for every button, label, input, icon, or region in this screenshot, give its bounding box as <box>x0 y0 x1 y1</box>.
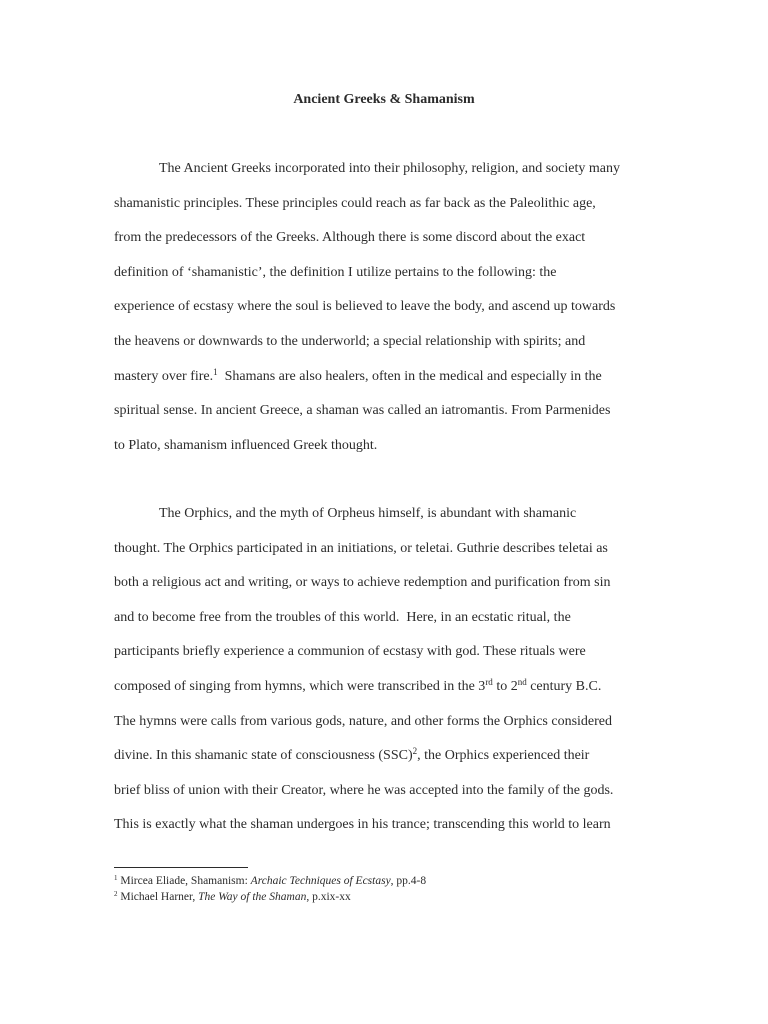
paragraph-2 <box>114 497 659 843</box>
paragraph-line: definition of ‘shamanistic’, the definition I utilize pertains to the following: the <box>114 264 557 280</box>
footnote-ref-1: 1 <box>213 366 218 377</box>
footnote-text: , pp.4-8 <box>390 875 427 887</box>
document-title: Ancient Greeks & Shamanism <box>293 92 475 107</box>
footnote-text: Michael Harner, <box>117 891 199 903</box>
paragraph-line <box>114 670 659 705</box>
paragraph-line: to Plato, shamanism influenced Greek thought. <box>114 437 378 453</box>
paragraph-line: participants briefly experience a communion of ecstasy with god. These rituals were <box>114 644 586 660</box>
paragraph-line: shamanistic principles. These principles could reach as far back as the Paleolithic age, <box>114 195 596 211</box>
paragraph-line: spiritual sense. In ancient Greece, a shaman was called an iatromantis. From Parmenides <box>114 403 611 419</box>
paragraph-line: experience of ecstasy where the soul is believed to leave the body, and ascend up towards <box>114 299 616 315</box>
paragraph-line: from the predecessors of the Greeks. Although there is some discord about the exact <box>114 230 586 246</box>
footnote-ref-2: 2 <box>412 746 418 757</box>
ordinal-suffix: rd <box>485 676 493 687</box>
footnotes <box>114 873 659 905</box>
footnote-italic-title: The Way of the Shaman <box>198 891 307 903</box>
paragraph-line <box>114 360 659 395</box>
paragraph-line <box>114 739 659 774</box>
paragraph-line: This is exactly what the shaman undergoes in his trance; transcending this world to learn <box>114 817 611 833</box>
paragraph-line: The hymns were calls from various gods, nature, and other forms the Orphics considered <box>114 713 613 729</box>
footnote-italic-title: Archaic Techniques of Ecstasy <box>250 875 391 887</box>
footnote-marker: 1 <box>114 874 118 882</box>
ordinal-suffix: nd <box>517 676 527 687</box>
text-run: mastery over fire. <box>114 368 214 384</box>
paragraph-line: The Ancient Greeks incorporated into their philosophy, religion, and society many <box>159 161 620 176</box>
footnote-separator <box>114 867 248 868</box>
paragraph-line: thought. The Orphics participated in an initiations, or teletai. Guthrie describes teletai as <box>114 540 608 556</box>
footnote-text: , p.xix-xx <box>306 891 351 903</box>
text-run: divine. In this shamanic state of consciousness (SSC) <box>114 748 413 764</box>
footnote-marker: 2 <box>114 890 118 898</box>
paragraph-line: The Orphics, and the myth of Orpheus himself, is abundant with shamanic <box>159 506 577 521</box>
paragraph-1 <box>114 152 659 463</box>
text-run: Shamans are also healers, often in the medical and especially in the <box>217 368 602 384</box>
text-run: composed of singing from hymns, which were transcribed in the 3 <box>114 678 486 694</box>
paragraph-line: brief bliss of union with their Creator, where he was accepted into the family of the gods. <box>114 782 614 798</box>
paragraph-line: and to become free from the troubles of this world. Here, in an ecstatic ritual, the <box>114 609 571 625</box>
text-run: century B.C. <box>526 678 602 694</box>
footnote-text: Mircea Eliade, Shamanism: <box>117 875 251 887</box>
paragraph-line: both a religious act and writing, or ways to achieve redemption and purification from sin <box>114 575 611 591</box>
text-run: to 2 <box>492 678 518 694</box>
paragraph-line: the heavens or downwards to the underworld; a special relationship with spirits; and <box>114 333 586 349</box>
footnote-1 <box>114 873 659 889</box>
text-run: , the Orphics experienced their <box>417 748 590 764</box>
footnote-2 <box>114 889 659 905</box>
